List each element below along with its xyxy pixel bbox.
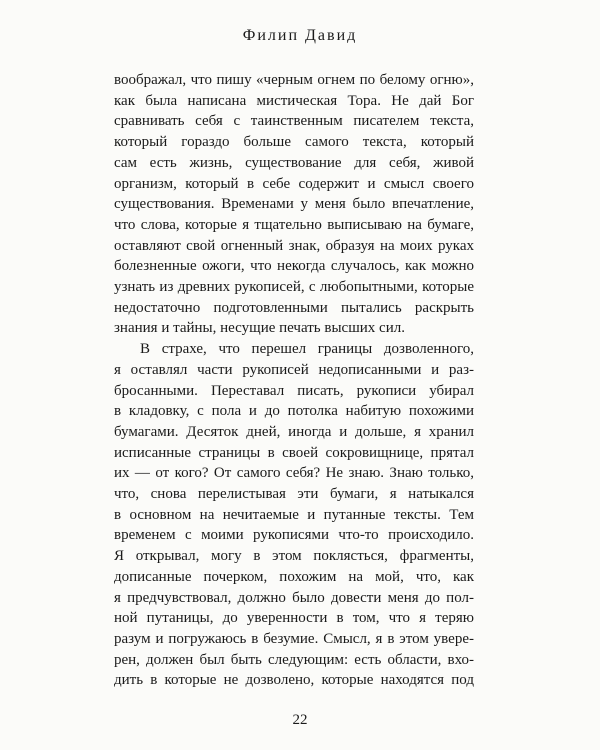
running-header-author: Филип Давид [242,27,358,44]
text-line: я оставлял части рукописей недописанными и раз- [114,361,474,378]
text-line: организм, который в себе содержит и смысл своего [114,175,474,192]
text-line: разум и погружаюсь в безумие. Смысл, я в этом увере- [114,630,474,647]
text-line: дописанные почерком, похожим на мой, что, как [114,568,474,585]
text-line: бросанными. Переставал писать, рукописи убирал [114,382,474,399]
text-line: который гораздо больше самого текста, который [114,134,474,151]
text-line: болезненные ожоги, что некогда случалось, как можно [114,258,474,275]
text-line: знания и тайны, несущие печать высших сил. [114,320,405,337]
body-text [114,70,474,691]
text-line: рен, должен был быть следующим: есть области, вхо- [114,651,474,668]
text-line: Я открывал, могу в этом поклясться, фрагменты, [114,548,474,565]
text-line: их — от кого? От самого себя? Не знаю. Знаю только, [114,465,474,482]
paragraph [114,339,474,691]
text-line: сам есть жизнь, существование для себя, живой [114,154,474,171]
text-line: дить в которые не дозволено, которые находятся под [114,672,474,689]
text-line: недостаточно подготовленными пытались раскрыть [114,299,474,316]
text-line: узнать из древних рукописей, с любопытными, которые [114,279,474,296]
text-line: в кладовку, с пола и до потолка набитую похожими [114,403,474,420]
text-line: временем с моими рукописями что-то происходило. [114,527,474,544]
text-line: что слова, которые я тщательно выписываю на бумаге, [114,216,474,233]
text-line: как была написана мистическая Тора. Не дай Бог [114,92,474,109]
text-line: исписанные страницы в своей сокровищнице, прятал [114,444,474,461]
text-line: сравнивать себя с таинственным писателем текста, [114,113,474,130]
text-line: ной путаницы, до уверенности в том, что я теряю [114,610,474,627]
text-line: В страхе, что перешел границы дозволенного, [140,341,474,358]
text-line: оставляют свой огненный знак, образуя на моих руках [114,237,474,254]
page-number: 22 [292,712,308,728]
text-line: бумагами. Десяток дней, иногда и дольше, я хранил [114,423,474,440]
text-line: что, снова перелистывая эти бумаги, я натыкался [114,486,474,503]
text-line: я предчувствовал, должно было довести меня до пол- [114,589,474,606]
text-line: воображал, что пишу «черным огнем по белому огню», [114,72,474,88]
paragraph [114,70,474,339]
text-line: существования. Временами у меня было впечатление, [114,196,474,213]
text-line: в основном на нечитаемые и путанные тексты. Тем [114,506,474,523]
